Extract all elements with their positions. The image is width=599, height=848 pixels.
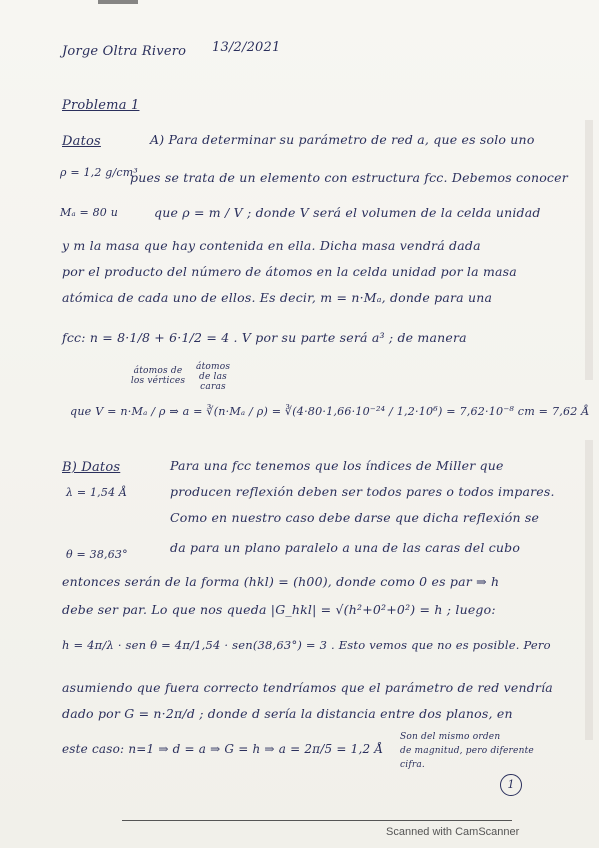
text-line: dado por G = n·2π/d ; donde d sería la distancia entre dos planos, en xyxy=(62,706,513,721)
text-line: asumiendo que fuera correcto tendríamos que el parámetro de red vendría xyxy=(62,680,553,695)
datos-label-a: Datos xyxy=(62,134,101,149)
theta-value: θ = 38,63° xyxy=(66,548,128,561)
formula-line: h = 4π/λ · sen θ = 4π/1,54 · sen(38,63°) = 3 . Esto vemos que no es posible. Pero xyxy=(62,638,551,652)
text-line: A) Para determinar su parámetro de red a, que es solo uno xyxy=(150,132,535,147)
annotation-vertices: átomos de los vértices xyxy=(130,366,186,386)
bleed-through xyxy=(585,440,593,740)
text-line: y m la masa que hay contenida en ella. Dicha masa vendrá dada xyxy=(62,238,481,253)
formula-result-a: que V = n·Mₐ / ρ ⇒ a = ∛(n·Mₐ / ρ) = ∛(4·80·1,66·10⁻²⁴ / 1,2·10⁶) = 7,62·10⁻⁸ cm = 7,62 Å xyxy=(70,404,590,418)
text-line: debe ser par. Lo que nos queda |G_hkl| = √(h²+0²+0²) = h ; luego: xyxy=(62,602,496,617)
bleed-through xyxy=(585,120,593,380)
formula-line: fcc: n = 8·1/8 + 6·1/2 = 4 . V por su parte será a³ ; de manera xyxy=(62,330,467,345)
scan-artifact xyxy=(98,0,138,4)
side-note: de magnitud, pero diferente xyxy=(400,746,534,756)
text-line: atómica de cada uno de ellos. Es decir, m = n·Mₐ, donde para una xyxy=(62,290,493,305)
datos-label-b: B) Datos xyxy=(62,460,121,475)
text-line: entonces serán de la forma (hkl) = (h00), donde como 0 es par ⇒ h xyxy=(62,574,500,589)
annotation-caras: átomos de las caras xyxy=(196,362,231,392)
scanner-watermark: Scanned with CamScanner xyxy=(386,826,520,838)
footer-rule xyxy=(122,820,512,821)
text-line: Para una fcc tenemos que los índices de Miller que xyxy=(170,458,504,473)
text-line: que ρ = m / V ; donde V será el volumen de la celda unidad xyxy=(154,205,541,220)
text-line: producen reflexión deben ser todos pares o todos impares. xyxy=(170,484,555,499)
density-value: ρ = 1,2 g/cm³ xyxy=(60,166,139,179)
problem-title: Problema 1 xyxy=(62,98,140,113)
author-name: Jorge Oltra Rivero xyxy=(62,44,187,59)
text-line: por el producto del número de átomos en la celda unidad por la masa xyxy=(62,264,517,279)
side-note: Son del mismo orden xyxy=(400,732,501,742)
page-number: 1 xyxy=(500,774,522,796)
lambda-value: λ = 1,54 Å xyxy=(66,486,128,499)
atomic-mass-value: Mₐ = 80 u xyxy=(60,206,118,219)
text-line: Como en nuestro caso debe darse que dicha reflexión se xyxy=(170,510,540,525)
text-line: da para un plano paralelo a una de las caras del cubo xyxy=(170,540,521,555)
text-line: pues se trata de un elemento con estructura fcc. Debemos conocer xyxy=(130,170,568,185)
side-note: cifra. xyxy=(400,760,425,770)
date: 13/2/2021 xyxy=(212,40,281,55)
formula-result-b: este caso: n=1 ⇒ d = a ⇒ G = h ⇒ a = 2π/5 = 1,2 Å xyxy=(62,742,384,756)
